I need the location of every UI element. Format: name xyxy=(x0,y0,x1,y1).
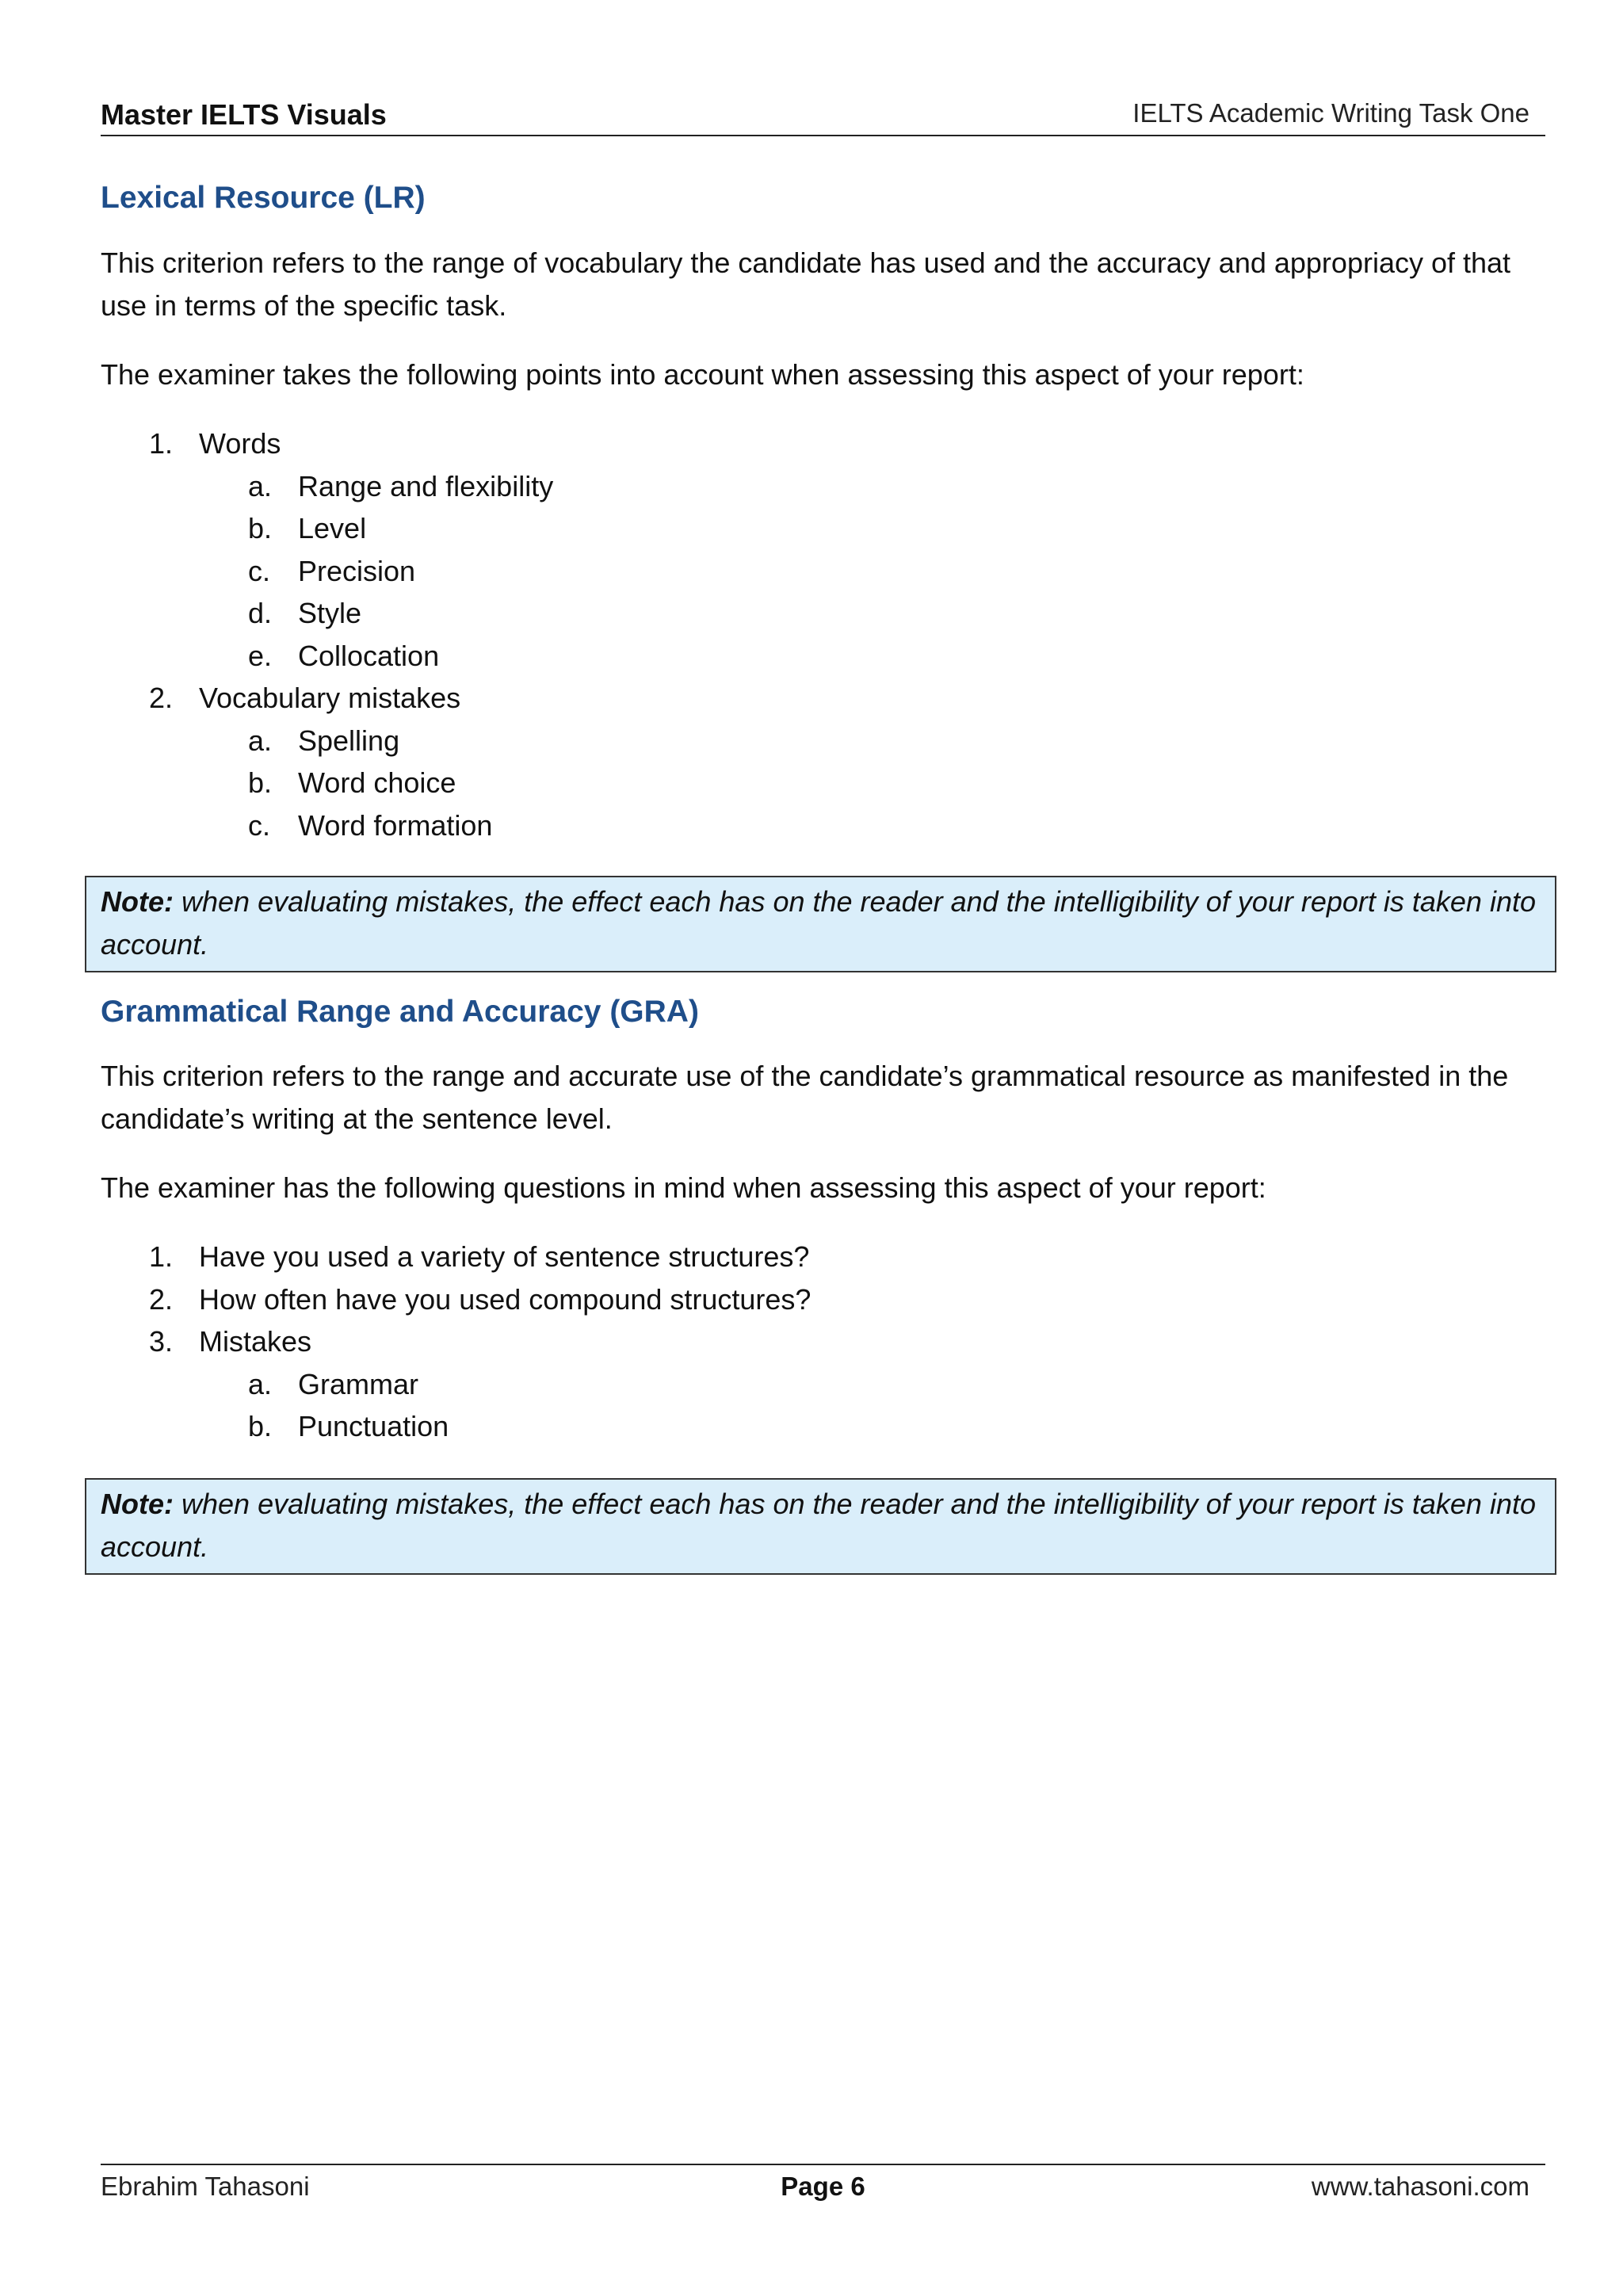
list-text: Mistakes xyxy=(199,1325,312,1358)
list-marker: c. xyxy=(248,809,271,842)
grammar-intro: This criterion refers to the range and accurate use of the candidate’s grammatical resource as manifested in the candidate’s writing at the sentence level. xyxy=(101,1060,1509,1135)
list-text: Words xyxy=(199,427,281,460)
list-marker: a. xyxy=(248,1368,273,1400)
grammar-section-title: Grammatical Range and Accuracy (GRA) xyxy=(101,995,699,1029)
lexical-lead: The examiner takes the following points into account when assessing this aspect of your report: xyxy=(101,358,1304,391)
list-marker: 2. xyxy=(149,1283,174,1316)
list-marker: 1. xyxy=(149,1240,174,1273)
list-marker: a. xyxy=(248,470,273,502)
list-text: Style xyxy=(298,597,362,629)
list-text: Punctuation xyxy=(298,1410,449,1442)
list-marker: a. xyxy=(248,724,273,757)
list-marker: 1. xyxy=(149,427,174,460)
list-text: How often have you used compound structures? xyxy=(199,1283,812,1316)
lexical-section-title: Lexical Resource (LR) xyxy=(101,181,426,215)
grammar-lead: The examiner has the following questions in mind when assessing this aspect of your report: xyxy=(101,1171,1266,1204)
list-marker: 3. xyxy=(149,1325,174,1358)
footer-website: www.tahasoni.com xyxy=(1311,2172,1529,2201)
note-label: Note: xyxy=(101,885,174,918)
list-marker: c. xyxy=(248,555,271,587)
footer-author: Ebrahim Tahasoni xyxy=(101,2172,310,2201)
header-subtitle: IELTS Academic Writing Task One xyxy=(1132,98,1529,128)
list-text: Vocabulary mistakes xyxy=(199,682,461,714)
list-text: Spelling xyxy=(298,724,400,757)
list-marker: 2. xyxy=(149,682,174,714)
list-marker: d. xyxy=(248,597,273,629)
list-text: Collocation xyxy=(298,640,440,672)
list-text: Precision xyxy=(298,555,416,587)
list-marker: e. xyxy=(248,640,273,672)
note-label: Note: xyxy=(101,1488,174,1520)
lexical-note-box xyxy=(85,876,1556,972)
grammar-note-box xyxy=(85,1478,1556,1575)
page-header xyxy=(101,98,1545,136)
list-text: Word choice xyxy=(298,766,456,799)
lexical-intro: This criterion refers to the range of vocabulary the candidate has used and the accuracy and appropriacy of that use in terms of the specific task. xyxy=(101,246,1511,322)
page-number: Page 6 xyxy=(781,2172,865,2201)
list-text: Grammar xyxy=(298,1368,418,1400)
note-text: when evaluating mistakes, the effect each has on the reader and the intelligibility of your report is taken into account. xyxy=(101,885,1536,961)
list-marker: b. xyxy=(248,1410,273,1442)
note-text: when evaluating mistakes, the effect each has on the reader and the intelligibility of your report is taken into account. xyxy=(101,1488,1536,1563)
list-text: Have you used a variety of sentence structures? xyxy=(199,1240,810,1273)
list-text: Word formation xyxy=(298,809,493,842)
page-footer xyxy=(101,2164,1545,2205)
list-text: Range and flexibility xyxy=(298,470,554,502)
list-marker: b. xyxy=(248,766,273,799)
header-title: Master IELTS Visuals xyxy=(101,98,387,131)
list-marker: b. xyxy=(248,512,273,544)
list-text: Level xyxy=(298,512,367,544)
